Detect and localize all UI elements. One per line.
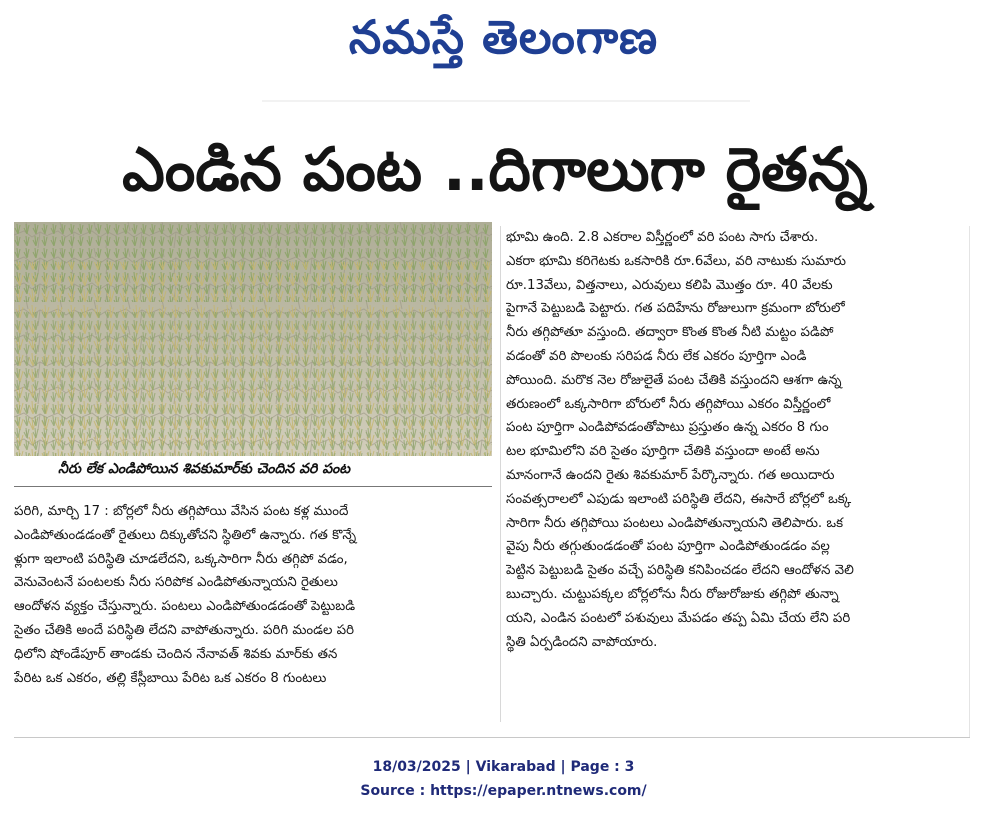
- article-photo: [14, 222, 492, 456]
- text-line: పంట పూర్తిగా ఎండిపోవడంతోపాటు ప్రస్తుతం ఉన్న ఎకరం 8 గుం: [506, 420, 829, 436]
- masthead-divider: [262, 100, 750, 102]
- text-line: నీరు తగ్గిపోతూ వస్తుంది. తద్వారా కొంత కొంత నీటి మట్టం పడిపో: [506, 325, 834, 341]
- text-line: వడంతో వరి పొలంకు సరిపడ నీరు లేక ఎకరం పూర్తిగా ఎండి: [506, 348, 807, 364]
- text-line: పేరిట ఒక ఎకరం, తల్లి కేస్లీబాయి పేరిట ఒక ఎకరం 8 గుంటలు: [14, 670, 327, 686]
- source-link[interactable]: Source : https://epaper.ntnews.com/: [360, 783, 647, 799]
- text-line: ళ్లుగా ఇలాంటి పరిస్థితి చూడలేదని, ఒక్కసారిగా నీరు తగ్గిపో వడం,: [14, 551, 348, 567]
- article-left-column: [14, 500, 496, 690]
- text-line: తరుణంలో ఒక్కసారిగా బోరులో నీరు తగ్గిపోయి ఎకరం విస్తీర్ణంలో: [506, 396, 831, 412]
- article-right-column: [506, 226, 970, 654]
- text-line: టల భూమిలోని వరి సైతం పూర్తిగా చేతికి వస్తుందా అంటే అను: [506, 444, 820, 460]
- text-line: వెనువెంటనే పంటలకు నీరు సరిపోక ఎండిపోతున్నాయని రైతులు: [14, 575, 338, 591]
- caption-divider: [14, 486, 492, 487]
- photo-caption: నీరు లేక ఎండిపోయిన శివకుమార్‌కు చెందిన వరి పంట: [58, 461, 351, 477]
- text-line: పైగానే పెట్టుబడి పెట్టారు. గత పదిహేను రోజులుగా క్రమంగా బోరులో: [506, 301, 845, 317]
- edition-info: 18/03/2025 | Vikarabad | Page : 3: [372, 759, 635, 775]
- text-line: పరిగి, మార్చి 17 : బోర్లలో నీరు తగ్గిపోయి వేసిన పంట కళ్ల ముందే: [14, 504, 349, 519]
- text-line: స్థితి ఏర్పడిందని వాపోయారు.: [506, 634, 658, 650]
- text-line: ఎండిపోతుండడంతో రైతులు దిక్కుతోచని స్థితిలో ఉన్నారు. గత కొన్నే: [14, 527, 357, 543]
- column-divider: [500, 226, 501, 722]
- text-line: సంవత్సరాలలో ఎపుడు ఇలాంటి పరిస్థితి లేదని, ఈసారే బోర్లలో ఒక్క: [506, 491, 852, 507]
- article-headline: ఎండిన పంట ..దిగాలుగా రైతన్న: [122, 135, 868, 205]
- article-bottom-border: [14, 737, 970, 738]
- text-line: మానంగానే ఉందని రైతు శివకుమార్ పేర్కొన్నారు. గత అయిదారు: [506, 467, 835, 483]
- newspaper-masthead: నమస్తే తెలంగాణ: [348, 10, 659, 64]
- text-line: పెట్టిన పెట్టుబడి సైతం వచ్చే పరిస్థితి కనిపించడం లేదని ఆందోళన వెలి: [506, 563, 854, 579]
- text-line: సైతం చేతికి అందే పరిస్థితి లేదని వాపోతున్నారు. పరిగి మండల పరి: [14, 622, 354, 638]
- text-line: రూ.13వేలు, విత్తనాలు, ఎరువులు కలిపి మొత్తం రూ. 40 వేలకు: [506, 277, 833, 293]
- text-line: ఎకరా భూమి కరిగెటకు ఒకసారికి రూ.6వేలు, వరి నాటుకు సుమారు: [506, 253, 847, 269]
- text-line: ధిలోని షోండేపూర్ తాండకు చెందిన నేనావత్ శివకు మార్‌కు తన: [14, 646, 338, 662]
- text-line: పోయింది. మరొక నెల రోజులైతే పంట చేతికి వస్తుందని ఆశగా ఉన్న: [506, 372, 842, 388]
- article-right-border: [969, 226, 970, 737]
- text-line: సారిగా నీరు తగ్గిపోయి పంటలు ఎండిపోతున్నాయని తెలిపారు. ఒక: [506, 515, 844, 531]
- text-line: భూమి ఉంది. 2.8 ఎకరాల విస్తీర్ణంలో వరి పంట సాగు చేశారు.: [506, 230, 819, 245]
- text-line: యని, ఎండిన పంటలో పశువులు మేపడం తప్ప ఏమి చేయ లేని పరి: [506, 610, 851, 626]
- text-line: బుచ్చారు. చుట్టుపక్కల బోర్లలోను నీరు రోజురోజుకు తగ్గిపో తున్నా: [506, 586, 839, 602]
- text-line: వైపు నీరు తగ్గుతుండడంతో పంట పూర్తిగా ఎండిపోతుండడం వల్ల: [506, 539, 830, 555]
- text-line: ఆందోళన వ్యక్తం చేస్తున్నారు. పంటలు ఎండిపోతుండడంతో పెట్టుబడి: [14, 599, 356, 615]
